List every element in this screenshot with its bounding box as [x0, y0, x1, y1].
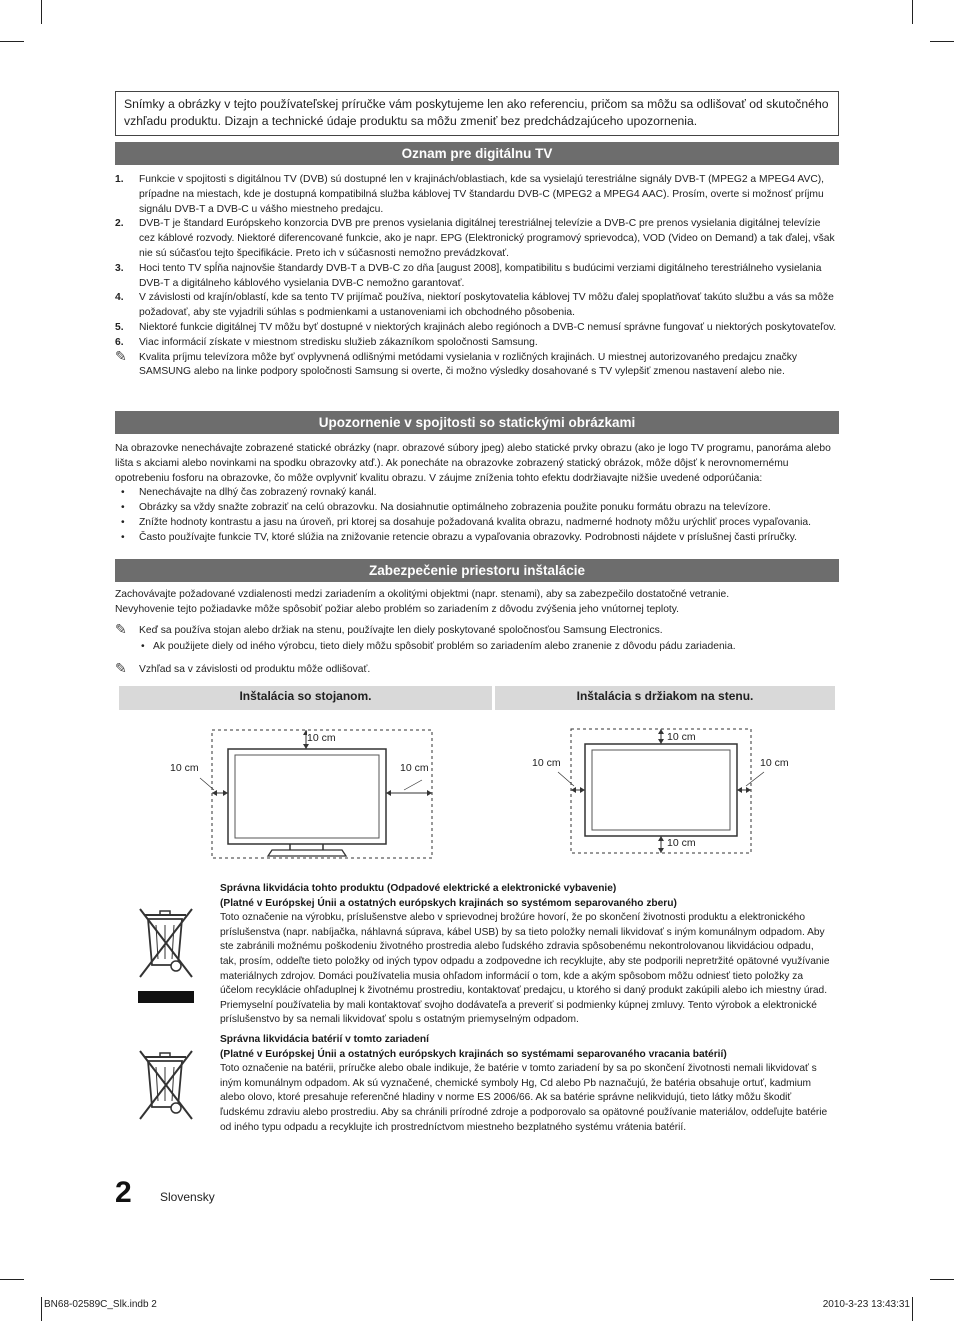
crop-mark: [0, 41, 24, 42]
crop-mark: [930, 1279, 954, 1280]
page-number: 2: [115, 1176, 132, 1209]
section-title-digital-tv: Oznam pre digitálnu TV: [115, 142, 839, 165]
pencil-note-icon: ✎: [115, 660, 127, 677]
wall-install-header: Inštalácia s držiakom na stenu.: [495, 686, 835, 710]
crop-mark: [41, 0, 42, 24]
page-language: Slovensky: [160, 1190, 215, 1204]
clearance-left-label: 10 cm: [532, 757, 561, 769]
product-disposal-text: [220, 882, 832, 1028]
stand-install-diagram: [160, 720, 460, 860]
static-intro: Na obrazovke nenechávajte zobrazené statické obrázky (napr. obrazové súbory jpeg) alebo statické prvky obrazu (ako je logo TV programu, panoráma alebo lišta s akciami alebo novinkami na spodku obrazovky atď.). Ak ponecháte na obrazovke zobrazený statický obrázok, môže dôjsť k nerovnomernému opotrebeniu fosforu na obrazovke, čo môže ovplyvniť kvalitu obrazu. V záujme zníženia tohto efektu dodržiavajte nižšie uvedené odporúčania:: [115, 443, 831, 484]
clearance-left-label: 10 cm: [170, 762, 199, 774]
disclaimer-box: Snímky a obrázky v tejto používateľskej príručke vám poskytujeme len ako referenciu, pričom sa môžu sa odlišovať od skutočného vzhľadu produktu. Dizajn a technické údaje produktu sa môžu zmeniť bez predchádzajúceho upozornenia.: [115, 91, 839, 136]
bullet-item: • Znížte hodnoty kontrastu a jasu na úroveň, pri ktorej sa dosahuje požadovaná kvalita obrazu, nadmerné hodnoty môžu urýchliť proces vypaľovania.: [115, 516, 839, 531]
product-disposal-title: Správna likvidácia tohto produktu (Odpadové elektrické a elektronické vybavenie): [220, 883, 617, 894]
tv-wall-mount-illustration: [528, 720, 798, 860]
battery-crossed-bin-icon: [134, 1047, 198, 1125]
wall-install-diagram: [528, 720, 798, 860]
digital-tv-list: [115, 173, 839, 380]
list-item: 5. Niektoré funkcie digitálnej TV môžu byť dostupné v niektorých krajinách alebo regiónoch a DVB-C nemusí správne fungovať u niektorých poskytovateľov.: [115, 321, 837, 333]
section-title-installation: Zabezpečenie priestoru inštalácie: [115, 559, 839, 582]
print-timestamp: 2010-3-23 13:43:31: [822, 1299, 910, 1310]
install-intro-2: Nevyhovenie tejto požiadavke môže spôsobiť požiar alebo problém so zariadením z dôvodu zvýšenia jeho vnútornej teploty.: [115, 603, 680, 615]
battery-disposal-title: Správna likvidácia batérií v tomto zariadení: [220, 1034, 429, 1045]
note: ✎ Keď sa používa stojan alebo držiak na stenu, používajte len diely poskytované spoločnosťou Samsung Electronics.: [115, 620, 663, 637]
product-disposal-body: Toto označenie na výrobku, príslušenstve alebo v sprievodnej brožúre hovorí, že po skončení životnosti produktu a elektronického príslušenstva (napr. nabíjačka, náhlavná súprava, kábel USB) by sa tieto položky nemali likvidovať s iným komunálnym odpadom. Aby ste zabránili možnému poškodeniu životného prostredia alebo ľudského zdravia spôsobenému nekontrolovanou likvidáciou odpadu, tak, prosím, oddeľte tieto položky od iných typov odpadu a zodpovedne ich recyklujte, aby ste podporili nepretržité opätovné využívanie materiálnych zdrojov. Domáci používatelia musia ohľadom informácií o tom, kde a akým spôsobom môžu odniesť tieto položky za účelom recyklácie ohľaduplnej k životnému prostrediu, kontaktovať predajcu, u ktorého si daný produkt zakúpili alebo ich miestny úrad. Priemyselní používatelia by mali kontaktovať svojho dodávateľa a preveriť si podmienky kúpnej zmluvy. Tento výrobok a elektronické príslušenstvo by sa nemali likvidovať spolu s ostatným priemyselným odpadom.: [220, 912, 830, 1026]
product-disposal-subtitle: (Platné v Európskej Únii a ostatných európskych krajinách so systémom separovaného zberu): [220, 897, 677, 909]
list-item: 2. DVB-T je štandard Európskeho konzorcia DVB pre prenos vysielania digitálnej terestriálnej televízie a DVB-C pre prenos vysielania digitálnej televízie cez káblové rozvody. Niektoré diferencované funkcie, ako je napr. EPG (Elektronický programový sprievodca), VOD (Video on Demand) a tak ďalej, však nie sú súčasťou tejto špecifikácie. Preto ich v súčasnosti nemožno prevádzkovať.: [115, 218, 835, 259]
list-item: 6. Viac informácií získate v miestnom stredisku služieb zákazníkom spoločnosti Samsung.: [115, 336, 538, 348]
list-item: 3. Hoci tento TV spĺňa najnovšie štandardy DVB-T a DVB-C zo dňa [august 2008], kompatibilitu s budúcimi verziami digitálneho terestriálneho vysielania DVB-T a digitálneho káblového vysielania DVB-C nemožno garantovať.: [115, 262, 822, 289]
crop-mark: [0, 1279, 24, 1280]
clearance-top-label: 10 cm: [667, 731, 696, 743]
stand-install-header: Inštalácia so stojanom.: [119, 686, 492, 710]
list-item: 4. V závislosti od krajín/oblastí, kde sa tento TV prijímač používa, niektorí poskytovatelia káblovej TV môžu ďalej spoplatňovať takúto službu a vás sa môže požadovať, aby ste vyjadrili súhlas s podmienkami a ustanoveniami ich obchodného pôsobenia.: [115, 292, 834, 319]
note: ✎ Kvalita príjmu televízora môže byť ovplyvnená odlišnými metódami vysielania v rozličných krajinách. U miestnej autorizovaného predajcu značky SAMSUNG alebo na linke podpory spoločnosti Samsung si overte, či možno výsledky dosahované s TV vylepšiť zmenou nastavení alebo nie.: [115, 347, 798, 378]
clearance-right-label: 10 cm: [760, 757, 789, 769]
clearance-top-label: 10 cm: [307, 732, 336, 744]
crop-mark: [41, 1297, 42, 1321]
pencil-note-icon: ✎: [115, 347, 127, 364]
installation-content: [115, 588, 839, 678]
print-file-name: BN68-02589C_Slk.indb 2: [44, 1299, 157, 1310]
battery-disposal-body: Toto označenie na batérii, príručke alebo obale indikuje, že batérie v tomto zariadení by sa po skončení životnosti nemali likvidovať s iným komunálnym odpadom. Ak sú vyznačené, chemické symboly Hg, Cd alebo Pb naznačujú, že batéria obsahuje ortuť, kadmium alebo olovo, ktoré presahuje referenčné hladiny v norme ES 2006/66. Ak sa batérie správne nelikvidujú, tieto látky môžu škodiť ľudskému zdraviu alebo prostrediu. Aby sa chránili prírodné zdroje a podporovalo sa opätovné používanie materiálov, oddeľujte batérie od iného typu odpadu a recyklujte ich prostredníctvom miestneho bezplatného systému vrátenia batérií.: [220, 1063, 828, 1133]
sub-bullet-item: • Ak použijete diely od iného výrobcu, tieto diely môžu spôsobiť problém so zariadením alebo zranenie z dôvodu pádu zariadenia.: [115, 640, 839, 655]
crop-mark: [912, 1297, 913, 1321]
battery-disposal-text: [220, 1033, 832, 1135]
bullet-item: • Často používajte funkcie TV, ktoré slúžia na znižovanie retencie obrazu a vypaľovania obrazovky. Podrobnosti nájdete v príslušnej časti príručky.: [115, 531, 839, 546]
crop-mark: [912, 0, 913, 24]
battery-disposal-subtitle: (Platné v Európskej Únii a ostatných európskych krajinách so systémami separovaného vracania batérií): [220, 1048, 727, 1060]
bullet-item: • Nenechávajte na dlhý čas zobrazený rovnaký kanál.: [115, 486, 839, 501]
crop-mark: [930, 41, 954, 42]
list-item: 1. Funkcie v spojitosti s digitálnou TV (DVB) sú dostupné len v krajinách/oblastiach, kde sa vysielajú terestriálne signály DVB-T (MPEG2 a MPEG4 AVC), prípadne na miestach, kde je dostupná kompatibilná služba káblovej TV štandardu DVB-C (MPEG2 a MPEG4 AAC). Prosím, overte si možnosť príjmu signálu DVB-T a DVB-C u vášho miestneho predajcu.: [115, 174, 825, 215]
section-title-static-images: Upozornenie v spojitosti so statickými obrázkami: [115, 411, 839, 434]
pencil-note-icon: ✎: [115, 620, 127, 637]
weee-crossed-bin-icon: [134, 903, 198, 1005]
note: ✎ Vzhľad sa v závislosti od produktu môže odlišovať.: [115, 660, 371, 677]
clearance-right-label: 10 cm: [400, 762, 429, 774]
bullet-item: • Obrázky sa vždy snažte zobraziť na celú obrazovku. Na dosiahnutie optimálneho zobrazenia použite ponuku formátu obrazu na televízore.: [115, 501, 839, 516]
clearance-bottom-label: 10 cm: [667, 837, 696, 849]
install-intro-1: Zachovávajte požadované vzdialenosti medzi zariadením a okolitými objektmi (napr. stenami), aby sa zabezpečilo dostatočné vetranie.: [115, 589, 730, 600]
static-images-content: [115, 442, 839, 546]
